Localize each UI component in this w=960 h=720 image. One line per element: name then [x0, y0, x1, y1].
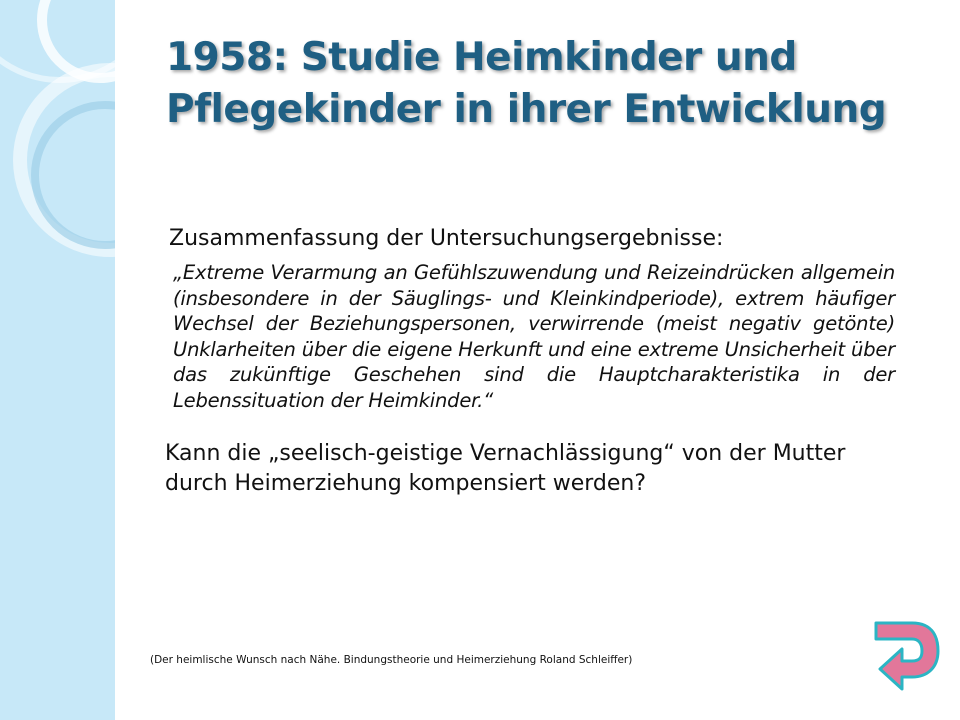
- return-arrow-button[interactable]: [872, 617, 944, 693]
- u-turn-return-arrow-icon: [872, 617, 944, 693]
- decorative-circles: [0, 0, 115, 720]
- summary-heading: Zusammenfassung der Untersuchungsergebnisse:: [169, 226, 724, 251]
- source-citation: (Der heimlische Wunsch nach Nähe. Bindungstheorie und Heimerziehung Roland Schleiffer): [150, 654, 633, 666]
- slide-title: 1958: Studie Heimkinder und Pflegekinder in ihrer Entwicklung: [166, 35, 887, 132]
- study-quote: „Extreme Verarmung an Gefühlszuwendung und Reizeindrücken allgemein (insbesondere in der Säuglings- und Kleinkindperiode), extrem häufiger Wechsel der Beziehungspersonen, verwirrende (meist negativ getönte) Unklarheiten über die eigene Herkunft und eine extreme Unsicherheit über das zukünftige Geschehen sind die Hauptcharakteristika in der Lebenssituation der Heimkinder.“: [173, 261, 895, 412]
- slide-body: [155, 224, 895, 499]
- research-question: Kann die „seelisch-geistige Vernachlässigung“ von der Mutter durch Heimerziehung kompensiert werden?: [165, 441, 846, 496]
- decorative-side-band: [0, 0, 115, 720]
